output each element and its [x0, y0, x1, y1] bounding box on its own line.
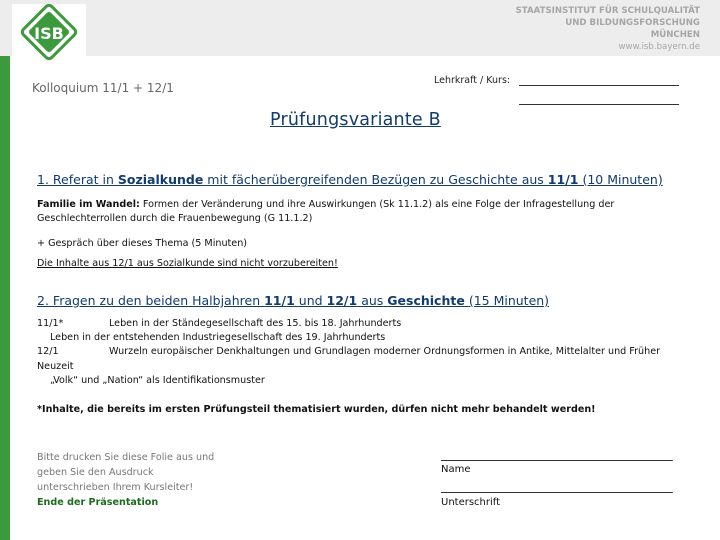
section-1-gespraech: + Gespräch über dieses Thema (5 Minuten) [37, 238, 248, 249]
s2-label-11-1: 11/1* [37, 318, 64, 329]
s2-footnote: *Inhalte, die bereits im ersten Prüfungsteil thematisiert wurden, dürfen nicht mehr behandelt werden! [37, 404, 596, 415]
section-1-topic-line-2: Geschlechterrollen durch die Frauenbewegung (G 11.1.2) [37, 213, 313, 224]
s2-line-2: Leben in der entstehenden Industriegesellschaft des 19. Jahrhunderts [50, 332, 386, 343]
print-note-line-2: geben Sie den Ausdruck [37, 467, 154, 478]
signature-line [441, 492, 673, 493]
s2-line-5: „Volk“ und „Nation“ als Identifikationsmuster [50, 375, 265, 386]
s2-line-1: Leben in der Ständegesellschaft des 15. bis 18. Jahrhunderts [109, 318, 402, 329]
end-of-presentation: Ende der Präsentation [37, 497, 159, 508]
institute-line-2: UND BILDUNGSFORSCHUNG [565, 18, 700, 28]
s2-label-12-1: 12/1 [37, 346, 59, 357]
section-1-topic-line-1: Familie im Wandel: Formen der Veränderung und ihre Auswirkungen (Sk 11.1.2) als eine Folge der Infragestellung der [37, 199, 615, 210]
section-1-hinweis: Die Inhalte aus 12/1 aus Sozialkunde sind nicht vorzubereiten! [37, 258, 338, 269]
page-title: Prüfungsvariante B [270, 110, 441, 130]
lehrkraft-label: Lehrkraft / Kurs: [434, 75, 511, 86]
logo-text: ISB [34, 24, 64, 43]
isb-logo [12, 4, 86, 60]
signature-label: Unterschrift [441, 497, 501, 508]
section-1-heading: 1. Referat in Sozialkunde mit fächerübergreifenden Bezügen zu Geschichte aus 11/1 (10 Minuten) [37, 172, 663, 187]
green-side-bar [0, 56, 10, 540]
print-note [37, 450, 214, 510]
institute-url: www.isb.bayern.de [618, 42, 700, 52]
lehrkraft-line-1 [519, 85, 679, 86]
s2-line-4: Neuzeit [37, 361, 74, 372]
section-2-heading: 2. Fragen zu den beiden Halbjahren 11/1 und 12/1 aus Geschichte (15 Minuten) [37, 293, 550, 308]
lehrkraft-line-2 [519, 104, 679, 105]
institute-line-1: STAATSINSTITUT FÜR SCHULQUALITÄT [515, 6, 700, 16]
name-line [441, 460, 673, 461]
kolloquium-label: Kolloquium 11/1 + 12/1 [32, 81, 174, 95]
institute-line-3: MÜNCHEN [650, 30, 700, 40]
print-note-line-3: unterschrieben Ihrem Kursleiter! [37, 482, 194, 493]
institute-block [516, 5, 700, 53]
name-label: Name [441, 464, 471, 475]
s2-line-3: Wurzeln europäischer Denkhaltungen und Grundlagen moderner Ordnungsformen in Antike, Mittelalter und Früher [109, 346, 661, 357]
print-note-line-1: Bitte drucken Sie diese Folie aus und [37, 452, 215, 463]
